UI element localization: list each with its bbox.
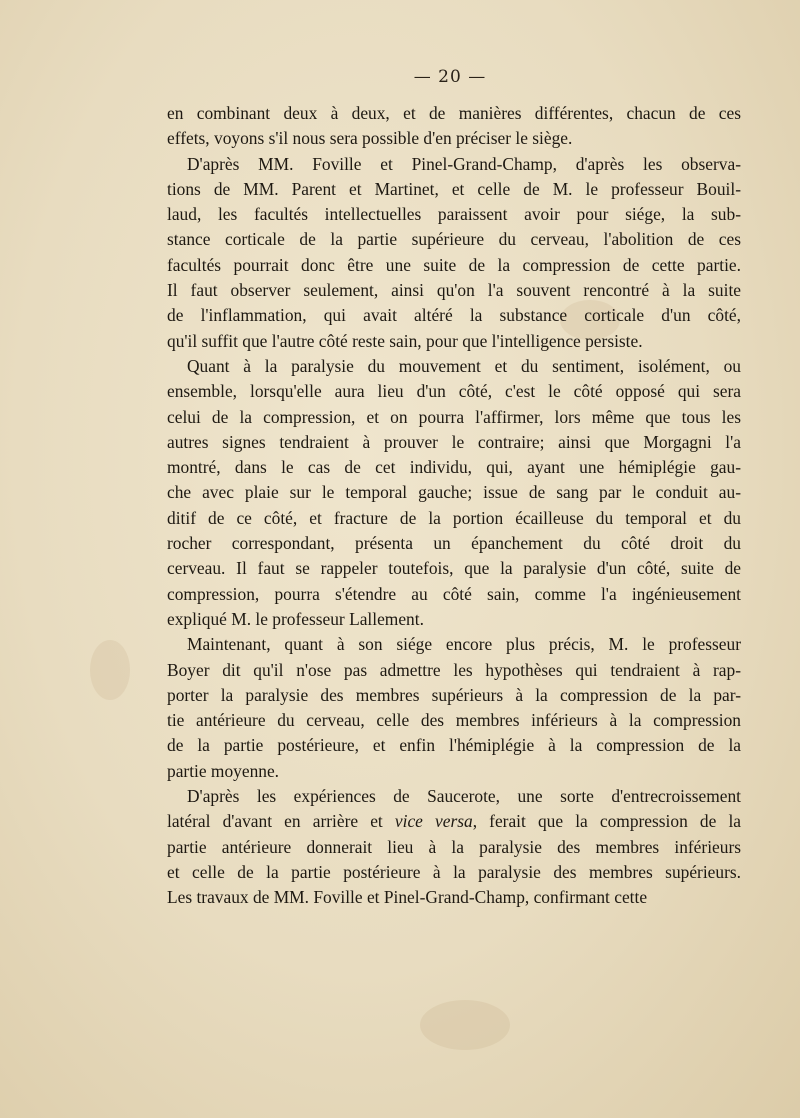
- text-line: laud, les facultés intellectuelles paraissent avoir pour siége, la sub-: [167, 204, 741, 225]
- text-line: et celle de la partie postérieure à la paralysie des membres supérieurs.: [167, 861, 741, 882]
- paragraph: [167, 152, 741, 354]
- text-line: autres signes tendraient à prouver le contraire; ainsi que Morgagni l'a: [167, 431, 741, 452]
- text-line: partie moyenne.: [167, 760, 280, 781]
- text-line: de l'inflammation, qui avait altéré la substance corticale d'un côté,: [167, 305, 741, 326]
- text-line: D'après MM. Foville et Pinel-Grand-Champ, d'après les observa-: [187, 153, 741, 174]
- text-line: D'après les expériences de Saucerote, une sorte d'entrecroissement: [187, 786, 741, 807]
- paragraph: [167, 784, 741, 910]
- text-line: en combinant deux à deux, et de manières différentes, chacun de ces: [167, 103, 741, 123]
- text-line: Maintenant, quant à son siége encore plus précis, M. le professeur: [187, 634, 741, 655]
- text-line: partie antérieure donnerait lieu à la paralysie des membres inférieurs: [167, 836, 741, 857]
- text-line: latéral d'avant en arrière et vice versa, ferait que la compression de la: [167, 811, 741, 832]
- text-line: rocher correspondant, présenta un épanchement du côté droit du: [167, 533, 741, 554]
- text-line: facultés pourrait donc être une suite de la compression de cette partie.: [167, 254, 741, 275]
- text-line: compression, pourra s'étendre au côté sain, comme l'a ingénieusement: [167, 583, 741, 604]
- text-line: celui de la compression, et on pourra l'affirmer, lors même que tous les: [167, 406, 741, 427]
- text-line: tie antérieure du cerveau, celle des membres inférieurs à la compression: [167, 710, 741, 731]
- paper-stain: [420, 1000, 510, 1050]
- paragraph: [167, 354, 741, 632]
- text-line: Il faut observer seulement, ainsi qu'on l'a souvent rencontré à la suite: [167, 280, 741, 301]
- text-line: qu'il suffit que l'autre côté reste sain, pour que l'intelligence persiste.: [167, 330, 643, 351]
- text-line: expliqué M. le professeur Lallement.: [167, 608, 424, 629]
- page-number: — 20 —: [413, 67, 487, 87]
- body-text: [167, 101, 741, 911]
- paper-stain: [90, 640, 130, 700]
- text-line: ensemble, lorsqu'elle aura lieu d'un côté, c'est le côté opposé qui sera: [167, 381, 741, 402]
- text-line: Quant à la paralysie du mouvement et du sentiment, isolément, ou: [187, 355, 741, 376]
- paragraph: [167, 632, 741, 784]
- text-line: Les travaux de MM. Foville et Pinel-Grand-Champ, confirmant cette: [167, 887, 648, 908]
- text-line: tions de MM. Parent et Martinet, et celle de M. le professeur Bouil-: [167, 178, 741, 199]
- text-line: ditif de ce côté, et fracture de la portion écailleuse du temporal et du: [167, 507, 741, 528]
- text-line: de la partie postérieure, et enfin l'hémiplégie à la compression de la: [167, 735, 741, 756]
- text-line: porter la paralysie des membres supérieurs à la compression de la par-: [167, 684, 741, 705]
- text-line: effets, voyons s'il nous sera possible d'en préciser le siège.: [167, 128, 573, 149]
- text-line: che avec plaie sur le temporal gauche; issue de sang par le conduit au-: [167, 482, 741, 503]
- text-line: stance corticale de la partie supérieure du cerveau, l'abolition de ces: [167, 229, 741, 250]
- text-line: cerveau. Il faut se rappeler toutefois, que la paralysie d'un côté, suite de: [167, 558, 741, 579]
- text-line: montré, dans le cas de cet individu, qui, ayant une hémiplégie gau-: [167, 457, 741, 478]
- paragraph: [167, 101, 741, 152]
- text-line: Boyer dit qu'il n'ose pas admettre les hypothèses qui tendraient à rap-: [167, 659, 741, 680]
